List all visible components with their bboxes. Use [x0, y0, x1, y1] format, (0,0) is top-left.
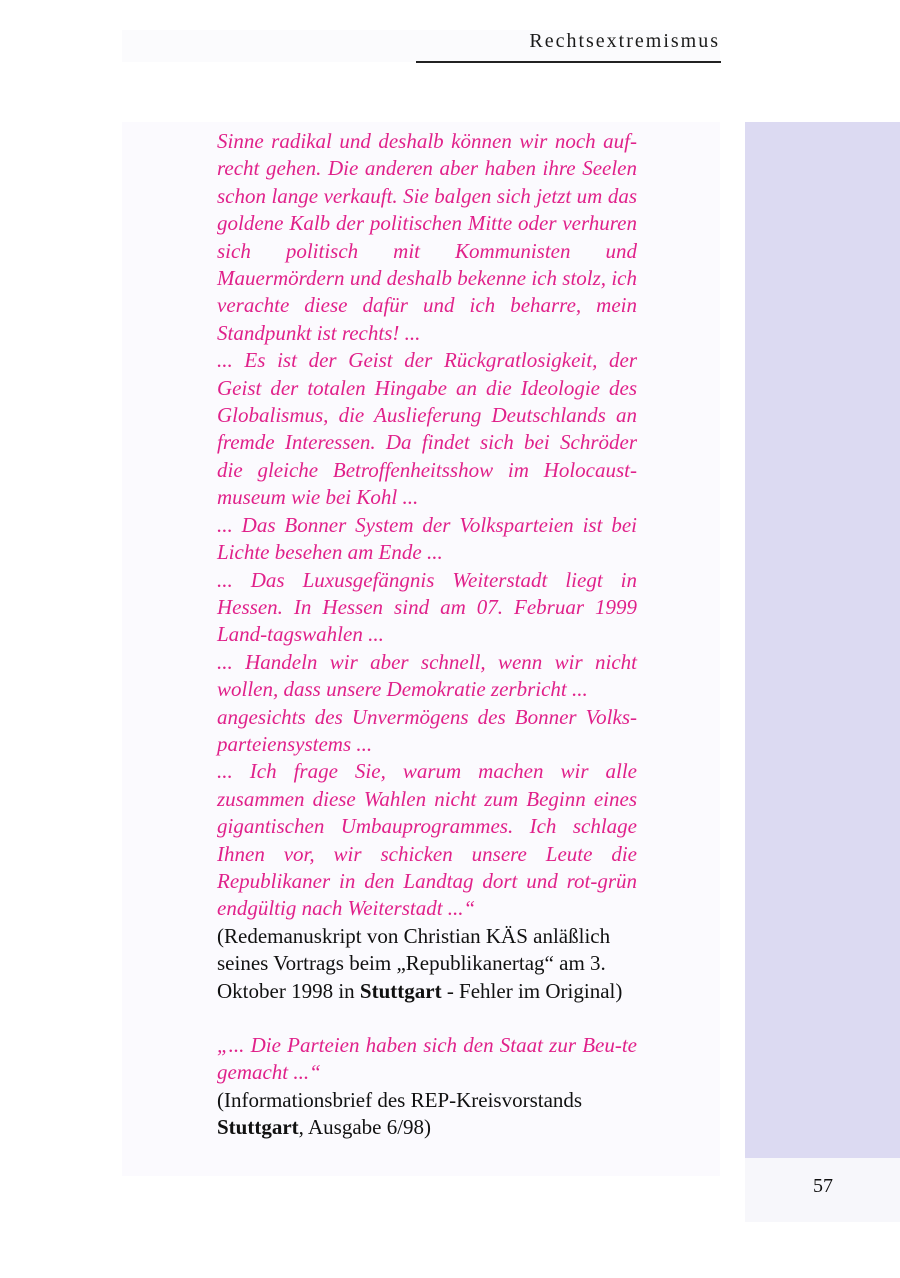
- text-column: [217, 128, 637, 1142]
- quote-paragraph: Sinne radikal und deshalb können wir noch auf-recht gehen. Die anderen aber haben ihre Seelen schon lange verkauft. Sie balgen sich jetzt um das goldene Kalb der politischen Mitte oder verhuren sich politisch mit Kommunisten und Mauermördern und deshalb bekenne ich stolz, ich verachte diese dafür und ich beharre, mein Standpunkt ist rechts! ...: [217, 129, 637, 345]
- source-text: (Redemanuskript von Christian KÄS anläßlich seines Vortrags beim „Republikanertag“ am 3. Oktober 1998 in: [217, 923, 611, 1003]
- source-text: , Ausgabe 6/98): [298, 1115, 432, 1140]
- quote-paragraph: ... Handeln wir aber schnell, wenn wir nicht wollen, dass unsere Demokratie zerbricht ...: [217, 649, 637, 702]
- running-header-title: Rechtsextremismus: [529, 30, 720, 52]
- quote-paragraph: ... Es ist der Geist der Rückgratlosigkeit, der Geist der totalen Hingabe an die Ideologie des Globalismus, die Auslieferung Deutschlands an fremde Interessen. Da findet sich bei Schröder die gleiche Betroffenheitsshow im Holocaust-museum wie bei Kohl ...: [217, 348, 637, 510]
- page-number: 57: [813, 1175, 833, 1197]
- quote-paragraph: „... Die Parteien haben sich den Staat zur Beu-te gemacht ...“: [217, 1033, 637, 1085]
- side-bar: [745, 122, 900, 1158]
- quote-paragraph: ... Das Luxusgefängnis Weiterstadt liegt in Hessen. In Hessen sind am 07. Februar 1999 Land-tagswahlen ...: [217, 567, 637, 647]
- quote-paragraph: angesichts des Unvermögens des Bonner Volks-parteiensystems ...: [217, 704, 637, 756]
- source-citation: [217, 1087, 637, 1142]
- spacer: [217, 1005, 637, 1032]
- source-citation: [217, 923, 637, 1005]
- source-text: - Fehler im Original): [441, 978, 623, 1003]
- source-city: Stuttgart: [217, 1115, 299, 1140]
- quote-paragraph: ... Das Bonner System der Volksparteien ist bei Lichte besehen am Ende ...: [217, 512, 637, 565]
- source-text: (Informationsbrief des REP-Kreisvorstands: [217, 1087, 583, 1112]
- header-rule: [416, 61, 721, 63]
- quote-paragraph: ... Ich frage Sie, warum machen wir alle zusammen diese Wahlen nicht zum Beginn eines gigantischen Umbauprogrammes. Ich schlage Ihnen vor, wir schicken unsere Leute die Republikaner in den Landtag dort und rot-grün endgültig nach Weiterstadt ...“: [217, 759, 637, 921]
- source-city: Stuttgart: [359, 978, 442, 1003]
